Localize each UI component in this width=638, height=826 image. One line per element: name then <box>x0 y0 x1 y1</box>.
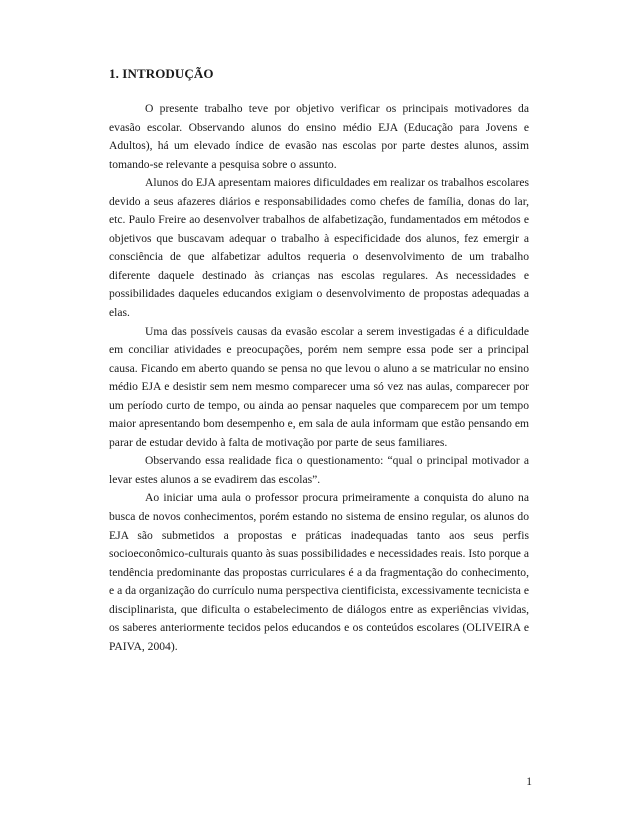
paragraph-3: Uma das possíveis causas da evasão escolar a serem investigadas é a dificuldade em conciliar atividades e preocupações, porém nem sempre essa pode ser a principal causa. Ficando em aberto quando se pensa no que levou o aluno a se matricular no ensino médio EJA e desistir sem nem mesmo comparecer uma só vez nas aulas, comparecer por um período curto de tempo, ou ainda ao pensar naqueles que comparecem por um tempo maior apresentando bom desempenho e, em sala de aula informam que estão pensando em parar de estudar devido à falta de motivação por parte de seus familiares. <box>109 324 529 449</box>
paragraph-4: Observando essa realidade fica o questionamento: “qual o principal motivador a levar estes alunos a se evadirem das escolas”. <box>109 454 529 486</box>
paragraph-1: O presente trabalho teve por objetivo verificar os principais motivadores da evasão escolar. Observando alunos do ensino médio EJA (Educação para Jovens e Adultos), há um elevado índice de evasão nas escolas por parte destes alunos, assim tomando-se relevante a pesquisa sobre o assunto. <box>109 102 529 171</box>
paragraph-2: Alunos do EJA apresentam maiores dificuldades em realizar os trabalhos escolares devido a seus afazeres diários e responsabilidades como chefes de família, donas do lar, etc. Paulo Freire ao desenvolver trabalhos de alfabetização, fundamentados em métodos e objetivos que buscavam adequar o trabalho à especificidade dos alunos, fez emergir a consciência de que alfabetizar adultos requeria o desenvolvimento de um trabalho diferente daquele destinado às crianças nas escolas regulares. As necessidades e possibilidades daqueles educandos exigiam o desenvolvimento de propostas adequadas a elas. <box>109 176 529 320</box>
body-text <box>109 100 529 656</box>
paragraph-5: Ao iniciar uma aula o professor procura primeiramente a conquista do aluno na busca de novos conhecimentos, porém estando no sistema de ensino regular, os alunos do EJA são submetidos a propostas e práticas inadequadas tanto aos seus perfis socioeconômico-culturais quanto às suas possibilidades e necessidades reais. Isto porque a tendência predominante das propostas curriculares é a da fragmentação do conhecimento, e a da organização do currículo numa perspectiva cientificista, excessivamente tecnicista e disciplinarista, que dificulta o estabelecimento de diálogos entre as experiências vividas, os saberes anteriormente tecidos pelos educandos e os conteúdos escolares (OLIVEIRA e PAIVA, 2004). <box>109 491 529 653</box>
page-number: 1 <box>526 776 532 788</box>
section-heading: 1. INTRODUÇÃO <box>109 66 214 81</box>
